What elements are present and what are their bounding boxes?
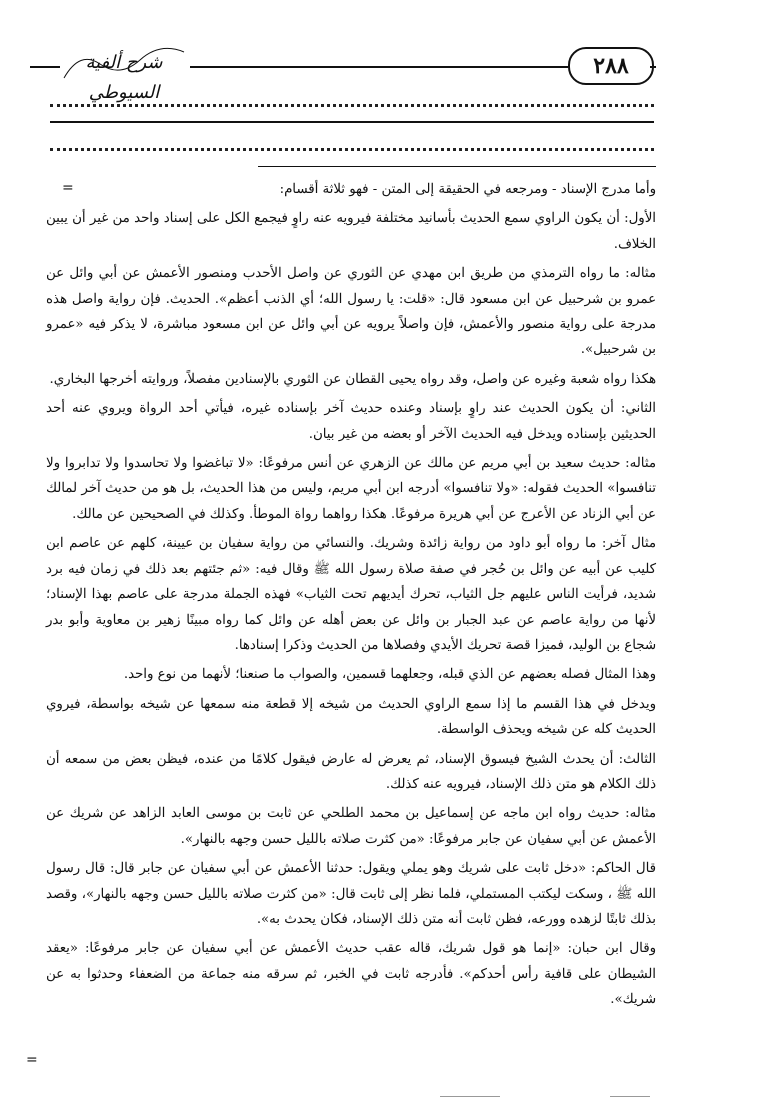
running-title: شرح ألفية السيوطي [85,52,163,103]
paragraph-third-type: الثالث: أن يحدث الشيخ فيسوق الإسناد، ثم يعرض له عارض فيقول كلامًا من عنده، فيظن بعض من سمعه أن ذلك الكلام هو متن ذلك الإسناد، فيرويه عنه كذلك. [46,751,656,792]
paragraph-intro: وأما مدرج الإسناد - ومرجعه في الحقيقة إلى المتن - فهو ثلاثة أقسام: [279,182,656,197]
paragraph-hakim-quote: قال الحاكم: «دخل ثابت على شريك وهو يملي ويقول: حدثنا الأعمش عن أبي سفيان عن جابر قال: قال رسول الله ﷺ ، وسكت ليكتب المستملي، فلما نظر إلى ثابت قال: «من كثرت صلاته بالليل حسن وجهه بالنهار»، وقصد بذلك ثابتًا لزهده وورعه، فظن ثابت أنه متن ذلك الإسناد، فكان يحدث به». [46,861,656,927]
short-rule [258,166,656,167]
page-number: ٢٨٨ [568,47,654,85]
paragraph-note-1: هكذا رواه شعبة وغيره عن واصل، وقد رواه يحيى القطان عن الثوري بالإسنادين مفصلاً، وروايته أخرجها البخاري. [49,371,656,387]
paragraph-example-1: مثاله: ما رواه الترمذي من طريق ابن مهدي عن الثوري عن واصل الأحدب ومنصور الأعمش عن أبي وائل عن عمرو بن شرحبيل عن ابن مسعود قال: «قلت: يا رسول الله؛ أي الذنب أعظم». الحديث. فإن رواية واصل هذه مدرجة على رواية منصور والأعمش، فإن واصلاً يرويه عن أبي وائل عن ابن مسعود مباشرة، لا يذكر فيه «عمرو بن شرحبيل». [46,266,656,358]
dotted-separator-1 [50,96,654,107]
continuation-marker-bottom: = [26,1052,38,1068]
header-rule-right [650,66,656,68]
paragraph-note-3: ويدخل في هذا القسم ما إذا سمع الراوي الحديث من شيخه إلا قطعة منه سمعها عن شيخه بواسطة، فيروي الحديث كله عن شيخه ويحذف الواسطة. [46,696,656,738]
paragraph-example-2: مثاله: حديث سعيد بن أبي مريم عن مالك عن الزهري عن أنس مرفوعًا: «لا تباغضوا ولا تحاسدوا ولا تدابروا ولا تنافسوا» الحديث فقوله: «ولا تنافسوا» أدرجه ابن أبي مريم، وليس من هذا الحديث، بل هو من حديث آخر لمالك عن أبي الزناد عن الأعرج عن أبي هريرة مرفوعًا. هكذا رواهما رواة الموطأ. وكذلك في الصحيحين عن مالك. [46,456,656,522]
paragraph-example-4: مثاله: حديث رواه ابن ماجه عن إسماعيل بن محمد الطلحي عن ثابت بن موسى العابد الزاهد عن شريك عن الأعمش عن أبي سفيان عن جابر مرفوعًا: «من كثرت صلاته بالليل حسن وجهه بالنهار». [46,806,656,847]
header-rule-left [30,66,60,68]
paragraph-example-3: مثال آخر: ما رواه أبو داود من رواية زائدة وشريك. والنسائي من رواية سفيان بن عيينة، كلهم عن عاصم ابن كليب عن أبيه عن وائل بن حُجر في صفة صلاة رسول الله ﷺ وقال فيه: «ثم جئتهم بعد ذلك في زمان فيه برد شديد، فرأيت الناس عليهم جل الثياب، تحرك أيديهم تحت الثياب» فهذه الجملة مدرجة على عاصم بهذا الإسناد؛ لأنها من رواية عاصم عن عبد الجبار بن وائل عن بعض أهله عن وائل كما رواه مبينًا زهير بن معاوية وأبو بدر شجاع بن الوليد، فميزا قصة تحريك الأيدي وفصلاها من الحديث وذكرا إسنادها. [46,536,656,653]
continuation-marker-top: = [62,180,74,196]
paragraph-note-2: وهذا المثال فصله بعضهم عن الذي قبله، وجعلهما قسمين، والصواب ما صنعنا؛ لأنهما من نوع واحد. [123,667,656,683]
paragraph-hibban-quote: وقال ابن حبان: «إنما هو قول شريك، قاله عقب حديث الأعمش عن أبي سفيان عن جابر مرفوعًا: «يعقد الشيطان على قافية رأس أحدكم». فأدرجه ثابت في الخبر، ثم سرقه منه جماعة من الضعفاء وحدثوا به عن شريك». [46,941,656,1008]
footer-mark-2 [610,1096,650,1097]
separator-rule [50,121,654,123]
dotted-separator-2 [50,140,654,151]
paragraph-first-type: الأول: أن يكون الراوي سمع الحديث بأسانيد مختلفة فيرويه عنه راوٍ فيجمع الكل على إسناد واحد من غير أن يبين الخلاف. [46,211,656,252]
footer-mark-1 [440,1096,500,1097]
paragraph-second-type: الثاني: أن يكون الحديث عند راوٍ بإسناد وعنده حديث آخر بإسناده غيره، فيأتي أحد الرواة ويروي عنه أحد الحديثين بإسناده ويدخل فيه الحديث الآخر أو بعضه من غير بيان. [46,401,656,442]
main-text [46,177,656,1017]
header-rule-middle [190,66,568,68]
